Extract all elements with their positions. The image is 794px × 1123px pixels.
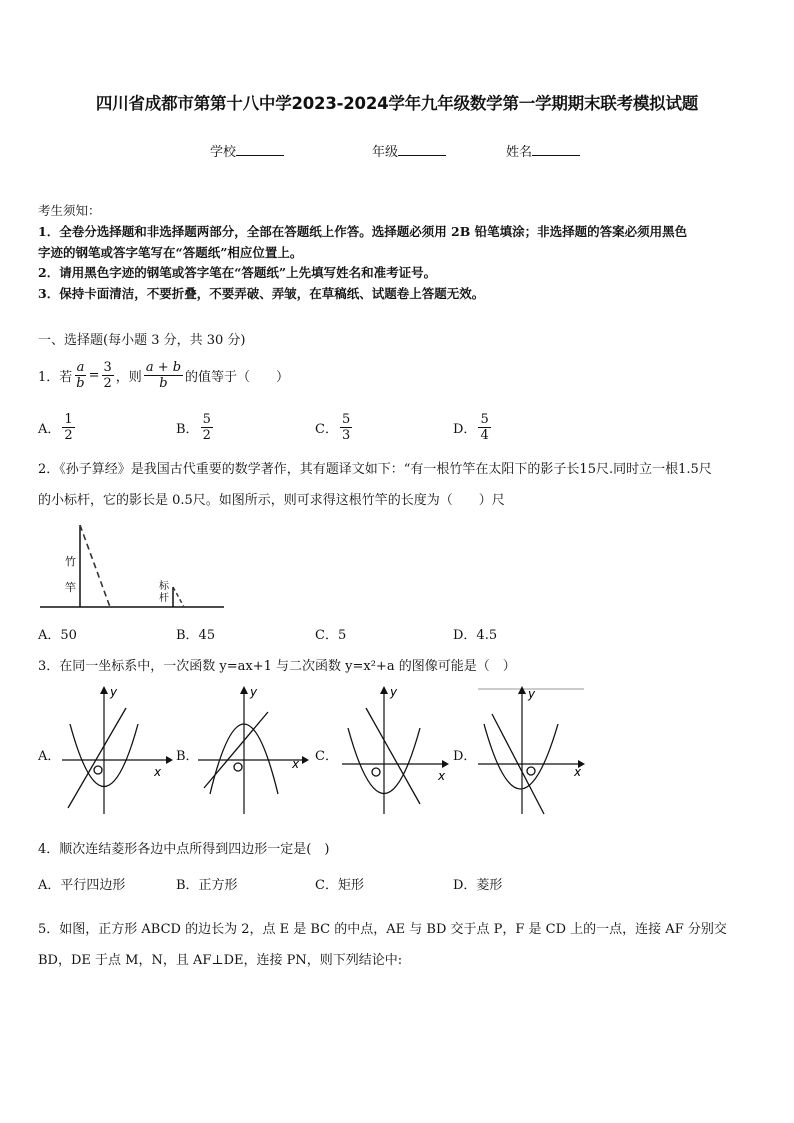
stick-shadow-ray [173,587,184,607]
pole-shadow-ray [80,525,110,607]
notice-heading: 考生须知： [38,203,101,218]
svg-text:y: y [390,685,398,699]
svg-text:y: y [250,685,258,699]
q1-option-a[interactable]: A． $\frac{1}{2}$ [38,412,73,443]
straight-line [68,708,126,808]
page-title: 四川省成都市第第十八中学2023-2024学年九年级数学第一学期期末联考模拟试题 [95,94,699,113]
school-field[interactable] [210,141,284,160]
q2-option-a[interactable]: A．50 [38,628,77,643]
q3-option-a[interactable]: A． [38,749,61,764]
notice-line-3: 3．保持卡面清洁，不要折叠，不要弄破、弄皱，在草稿纸、试题卷上答题无效。 [38,286,485,301]
grade-label: 年级 [372,145,399,160]
q1-eq: = [88,368,100,383]
svg-text:x: x [154,765,162,779]
q1-frac-a-b: $\frac{a}{b}$ [76,360,85,391]
notice-line-2: 2．请用黑色字迹的钢笔或答字笔在“答题纸”上先填写姓名和准考证号。 [38,265,437,280]
svg-text:y: y [110,685,118,699]
q3-graph-c[interactable] [338,684,453,819]
section-heading: 一、选择题(每小题 3 分，共 30 分) [38,333,246,348]
q4-option-a[interactable]: A．平行四边形 [38,878,126,893]
q1-suffix: 的值等于（ ） [185,370,290,385]
notice-line-1a: 1．全卷分选择题和非选择题两部分，全部在答题纸上作答。选择题必须用 2B 铅笔填涂；非选择题的答案必须用黑色 [38,224,688,239]
straight-line [204,712,268,788]
name-label: 姓名 [506,145,533,160]
q3-graph-d[interactable] [474,684,589,819]
pole-label-2: 竿 [65,581,76,594]
name-field[interactable] [506,141,580,160]
q2-line-1: 2．《孙子算经》是我国古代重要的数学著作，其有题译文如下：“有一根竹竿在太阳下的影子长15尺.同时立一根1.5尺 [38,462,712,477]
stick-label-2: 杆 [159,593,169,604]
q2-line-2: 的小标杆，它的影长是 0.5尺。如图所示，则可求得这根竹竿的长度为（ ）尺 [38,493,505,508]
q4-option-c[interactable]: C．矩形 [315,878,364,893]
q3-text: 3．在同一坐标系中，一次函数 y=ax+1 与二次函数 y=x²+a 的图像可能是（ ） [38,659,516,674]
q1-frac-3-2: $\frac{3}{2}$ [103,360,112,391]
q1-option-b[interactable]: B． $\frac{5}{2}$ [176,412,211,443]
q2-option-d[interactable]: D．4.5 [453,628,498,643]
q5-line-2: BD，DE 于点 M，N，且 AF⊥DE，连接 PN，则下列结论中: [38,953,403,968]
q3-graph-b[interactable] [196,684,311,819]
grade-field[interactable] [372,141,446,160]
q3-option-d[interactable]: D． [453,749,477,764]
notice-line-1b: 字迹的钢笔或答字笔写在“答题纸”相应位置上。 [38,245,303,260]
svg-text:x: x [438,769,446,783]
svg-text:x: x [574,765,582,779]
parabola [484,724,558,789]
svg-text:x: x [292,757,300,771]
q1-option-c[interactable]: C． $\frac{5}{3}$ [315,412,351,443]
q3-option-b[interactable]: B． [176,749,199,764]
q1-mid: ，则 [115,370,142,385]
q3-option-c[interactable]: C． [315,749,338,764]
pole-label-1: 竹 [65,555,76,568]
q4-text: 4．顺次连结菱形各边中点所得到四边形一定是( ) [38,842,330,857]
q3-graph-a[interactable] [60,684,175,819]
school-blank[interactable] [236,143,284,156]
q2-option-c[interactable]: C．5 [315,628,347,643]
q5-line-1: 5．如图，正方形 ABCD 的边长为 2，点 E 是 BC 的中点，AE 与 BD 交于点 P，F 是 CD 上的一点，连接 AF 分别交 [38,922,727,937]
school-label: 学校 [210,145,237,160]
stick-label-1: 标 [159,581,169,592]
q1-prefix: 1．若 [38,370,73,385]
question-1 [38,360,289,391]
q1-frac-sum: $\frac{a + b}{b}$ [145,360,182,391]
q1-option-d[interactable]: D． $\frac{5}{4}$ [453,412,489,443]
svg-text:y: y [528,687,536,701]
q2-figure [38,525,228,615]
q4-option-d[interactable]: D．菱形 [453,878,503,893]
name-blank[interactable] [532,143,580,156]
q2-option-b[interactable]: B．45 [176,628,216,643]
q4-option-b[interactable]: B．正方形 [176,878,238,893]
grade-blank[interactable] [398,143,446,156]
